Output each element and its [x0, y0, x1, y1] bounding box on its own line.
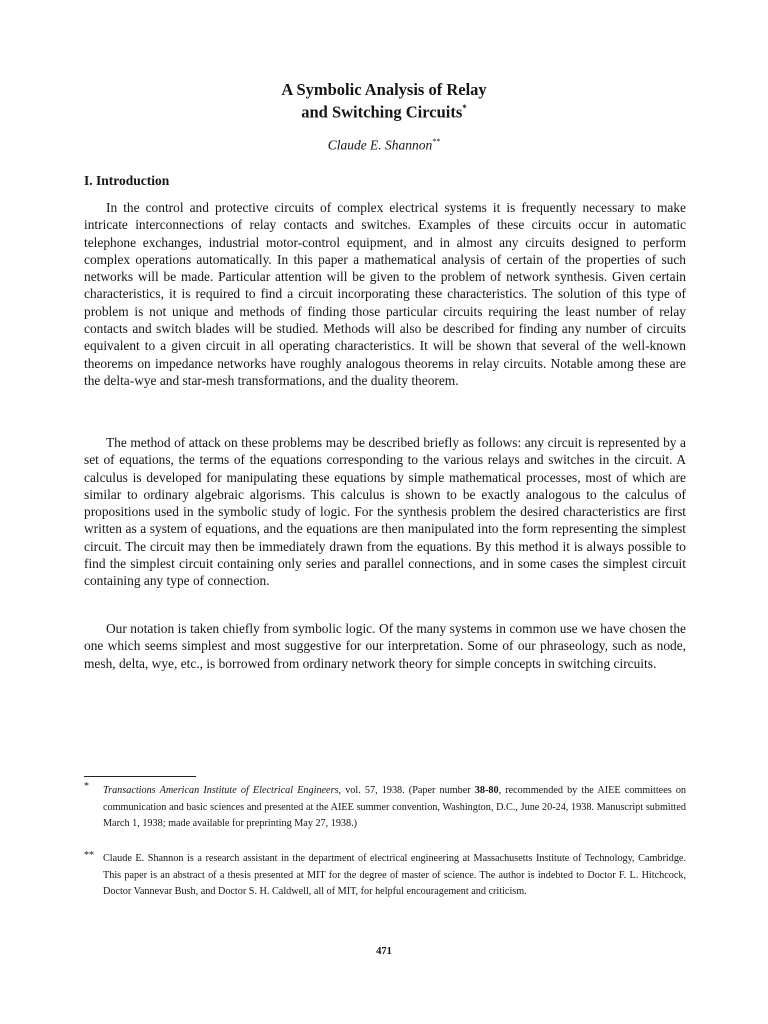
title-line-2-text: and Switching Circuits	[301, 102, 463, 122]
body-paragraph: The method of attack on these problems may be described briefly as follows: any circuit is represented by a set of equations, the terms of the equations corresponding to the various relays and switches in the circuit. A calculus is developed for manipulating these equations by simple mathematical processes, most of which are similar to ordinary algebraic algorisms. This calculus is shown to be exactly analogous to the calculus of propositions used in the symbolic study of logic. For the synthesis problem the desired characteristics are first written as a system of equations, and the equations are then manipulated into the form representing the simplest circuit. The circuit may then be immediately drawn from the equations. By this method it is always possible to find the simplest circuit containing only series and parallel connections, and in some cases the simplest circuit containing any type of connection.	[84, 435, 686, 589]
page-number: 471	[376, 946, 392, 957]
paper-title	[0, 80, 768, 122]
footnote-journal-name: Transactions American Institute of Electrical Engineers	[103, 785, 339, 796]
footnote-marker: *	[84, 781, 89, 792]
title-line-2	[0, 99, 768, 122]
footnote-paper-number: 38-80	[474, 785, 499, 796]
body-paragraph: In the control and protective circuits of complex electrical systems it is frequently necessary to make intricate interconnections of relay contacts and switches. Examples of these circuits occur in automatic telephone exchanges, industrial motor-control equipment, and in almost any circuits designed to perform complex operations automatically. In this paper a mathematical analysis of certain of the properties of such networks will be made. Particular attention will be given to the problem of network synthesis. Given certain characteristics, it is required to find a circuit incorporating these characteristics. The solution of this type of problem is not unique and methods of finding those particular circuits requiring the least number of relay contacts and switch blades will be studied. Methods will also be described for finding any number of circuits equivalent to a given circuit in all operating characteristics. It will be shown that several of the well-known theorems on impedance networks have roughly analogous theorems in relay circuits. Notable among these are the delta-wye and star-mesh transformations, and the duality theorem.	[84, 200, 686, 388]
footnote-divider	[84, 776, 196, 777]
footnote: Claude E. Shannon is a research assistant in the department of electrical engineering at Massachusetts Institute of Technology, Cambridge. This paper is an abstract of a thesis presented at MIT for the degree of master of science. The author is indebted to Doctor F. L. Hitchcock, Doctor Vannevar Bush, and Doctor S. H. Caldwell, all of MIT, for helpful encouragement and criticism.	[103, 853, 686, 898]
title-footnote-mark: *	[462, 103, 467, 113]
footnote	[103, 783, 686, 833]
section-heading: I. Introduction	[84, 173, 170, 188]
footnote-marker: **	[84, 850, 94, 861]
author-footnote-mark: **	[432, 137, 441, 146]
footnote-text: , vol. 57, 1938. (Paper number	[338, 785, 475, 796]
footnote-text: , recommended by the AIEE committees on communication and basic sciences and presented at the AIEE summer convention, Washington, D.C., June 20-24, 1938. Manuscript submitted March 1, 1938; made available for preprinting May 27, 1938.)	[103, 785, 687, 830]
author-name: Claude E. Shannon	[327, 137, 433, 153]
body-paragraph: Our notation is taken chiefly from symbolic logic. Of the many systems in common use we have chosen the one which seems simplest and most suggestive for our interpretation. Some of our phraseology, such as node, mesh, delta, wye, etc., is borrowed from ordinary network theory for simple concepts in switching circuits.	[84, 621, 686, 671]
title-line-1: A Symbolic Analysis of Relay	[281, 80, 487, 99]
author-byline	[0, 137, 768, 154]
